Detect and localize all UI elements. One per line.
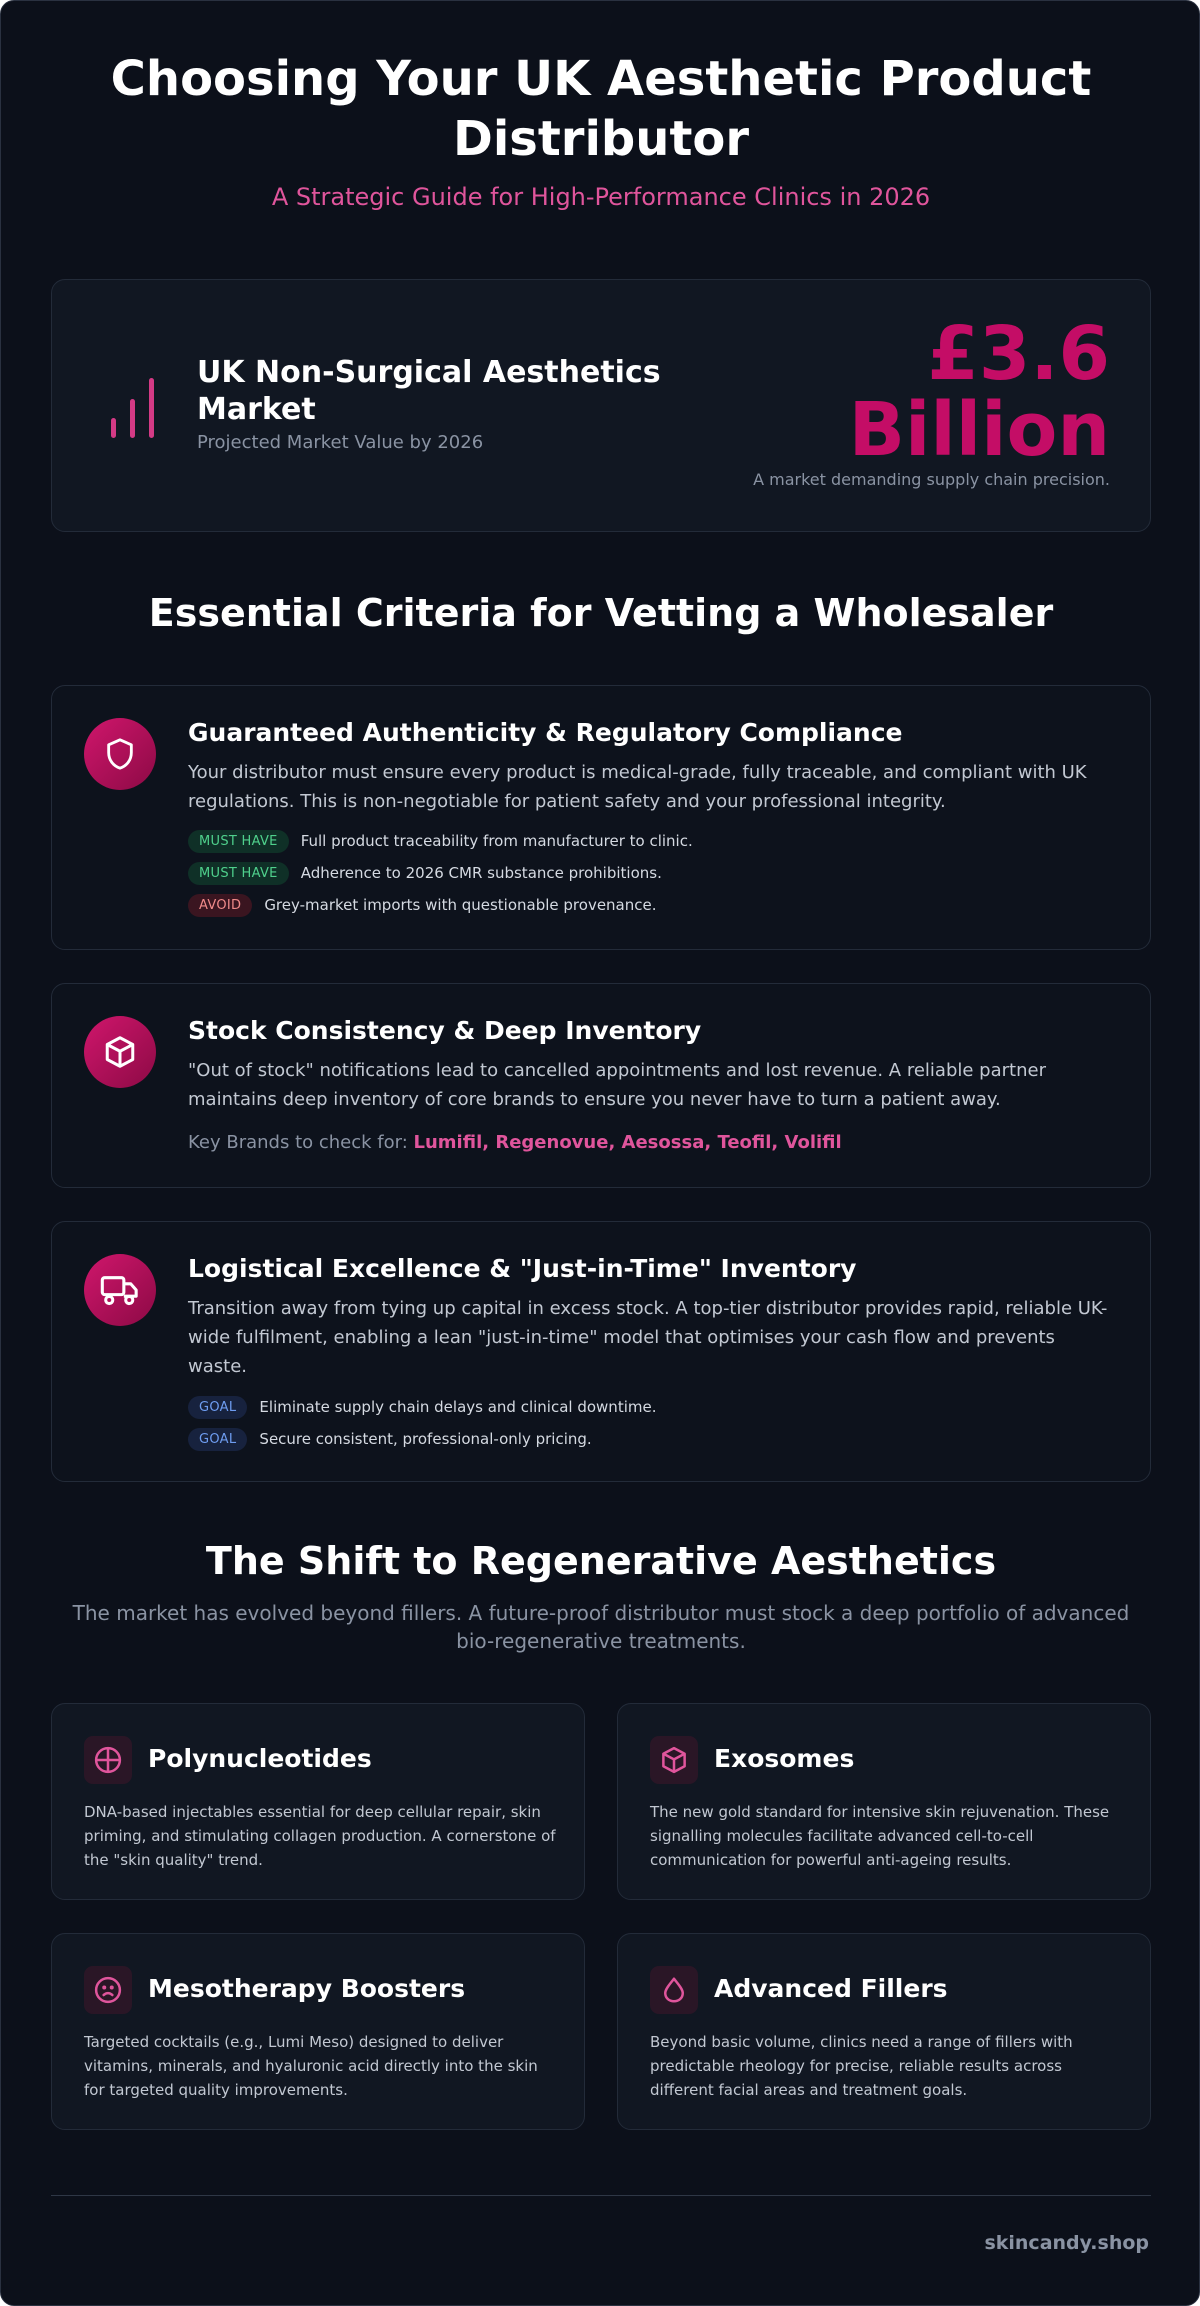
must-have-badge: MUST HAVE [188, 862, 289, 885]
regenerative-heading: The Shift to Regenerative Aesthetics [205, 1539, 997, 1583]
product-text: Beyond basic volume, clinics need a range of fillers with predictable rheology for precise, reliable results across different facial areas and treatment goals. [650, 2033, 1073, 2099]
product-card-polynucleotides [51, 1703, 585, 1900]
product-title: Advanced Fillers [714, 1974, 948, 2003]
tag-text: Secure consistent, professional-only pricing. [259, 1430, 592, 1448]
tag-row [188, 860, 662, 886]
footer-divider [51, 2195, 1151, 2196]
criteria-text: Transition away from tying up capital in excess stock. A top-tier distributor provides rapid, reliable UK-wide fulfilment, enabling a lean "just-in-time" model that optimises your cash flow and prevents waste. [188, 1298, 1108, 1377]
criteria-heading: Essential Criteria for Vetting a Wholesaler [148, 591, 1054, 635]
product-text: Targeted cocktails (e.g., Lumi Meso) designed to deliver vitamins, minerals, and hyaluronic acid directly into the skin for targeted quality improvements. [84, 2033, 538, 2099]
market-stat-card [51, 279, 1151, 532]
product-card-mesotherapy [51, 1933, 585, 2130]
avoid-badge: AVOID [188, 894, 252, 917]
criteria-text: Your distributor must ensure every product is medical-grade, fully traceable, and compliant with UK regulations. This is non-negotiable for patient safety and your professional integrity. [188, 762, 1087, 812]
tag-text: Full product traceability from manufacturer to clinic. [300, 832, 693, 850]
market-description: Projected Market Value by 2026 [197, 432, 484, 453]
page-title: Choosing Your UK Aesthetic Product Distributor [110, 51, 1092, 167]
key-brands-line [188, 1132, 842, 1153]
tag-row [188, 828, 693, 854]
footer-site-link[interactable]: skincandy.shop [984, 2232, 1149, 2254]
page-subtitle: A Strategic Guide for High-Performance Clinics in 2026 [271, 183, 931, 211]
goal-badge: GOAL [188, 1396, 247, 1419]
box-icon [84, 1016, 156, 1088]
regenerative-subtitle: The market has evolved beyond fillers. A future-proof distributor must stock a deep portfolio of advanced bio-regenerative treatments. [72, 1601, 1130, 1653]
frown-face-icon [84, 1966, 132, 2014]
tag-row [188, 1394, 656, 1420]
criteria-title: Guaranteed Authenticity & Regulatory Compliance [188, 718, 903, 747]
shield-icon [84, 718, 156, 790]
product-title: Exosomes [714, 1744, 855, 1773]
criteria-title: Stock Consistency & Deep Inventory [188, 1016, 702, 1045]
crosshair-circle-icon [84, 1736, 132, 1784]
criteria-card-logistics [51, 1221, 1151, 1482]
tag-text: Grey-market imports with questionable provenance. [264, 896, 657, 914]
market-title: UK Non-Surgical Aesthetics Market [197, 355, 661, 427]
goal-badge: GOAL [188, 1428, 247, 1451]
product-title: Polynucleotides [148, 1744, 372, 1773]
tag-row [188, 892, 657, 918]
cube-icon [650, 1736, 698, 1784]
must-have-badge: MUST HAVE [188, 830, 289, 853]
tag-text: Eliminate supply chain delays and clinical downtime. [259, 1398, 657, 1416]
product-card-fillers [617, 1933, 1151, 2130]
key-brands-label: Key Brands to check for: [188, 1132, 408, 1153]
product-text: DNA-based injectables essential for deep cellular repair, skin priming, and stimulating collagen production. A cornerstone of the "skin quality" trend. [84, 1803, 556, 1869]
criteria-title: Logistical Excellence & "Just-in-Time" Inventory [188, 1254, 857, 1283]
bar-chart-icon [108, 378, 158, 440]
criteria-card-authenticity [51, 685, 1151, 950]
tag-row [188, 1426, 592, 1452]
criteria-text: "Out of stock" notifications lead to cancelled appointments and lost revenue. A reliable partner maintains deep inventory of core brands to ensure you never have to turn a patient away. [188, 1060, 1046, 1110]
market-value: £3.6 Billion [848, 311, 1110, 473]
product-text: The new gold standard for intensive skin rejuvenation. These signalling molecules facilitate advanced cell-to-cell communication for powerful anti-ageing results. [650, 1803, 1110, 1869]
market-note: A market demanding supply chain precision. [753, 470, 1110, 489]
product-title: Mesotherapy Boosters [148, 1974, 466, 2003]
droplet-icon [650, 1966, 698, 2014]
product-card-exosomes [617, 1703, 1151, 1900]
criteria-card-stock [51, 983, 1151, 1188]
truck-icon [84, 1254, 156, 1326]
tag-text: Adherence to 2026 CMR substance prohibitions. [300, 864, 662, 882]
key-brands-list: Lumifil, Regenovue, Aesossa, Teofil, Volifil [413, 1132, 842, 1153]
